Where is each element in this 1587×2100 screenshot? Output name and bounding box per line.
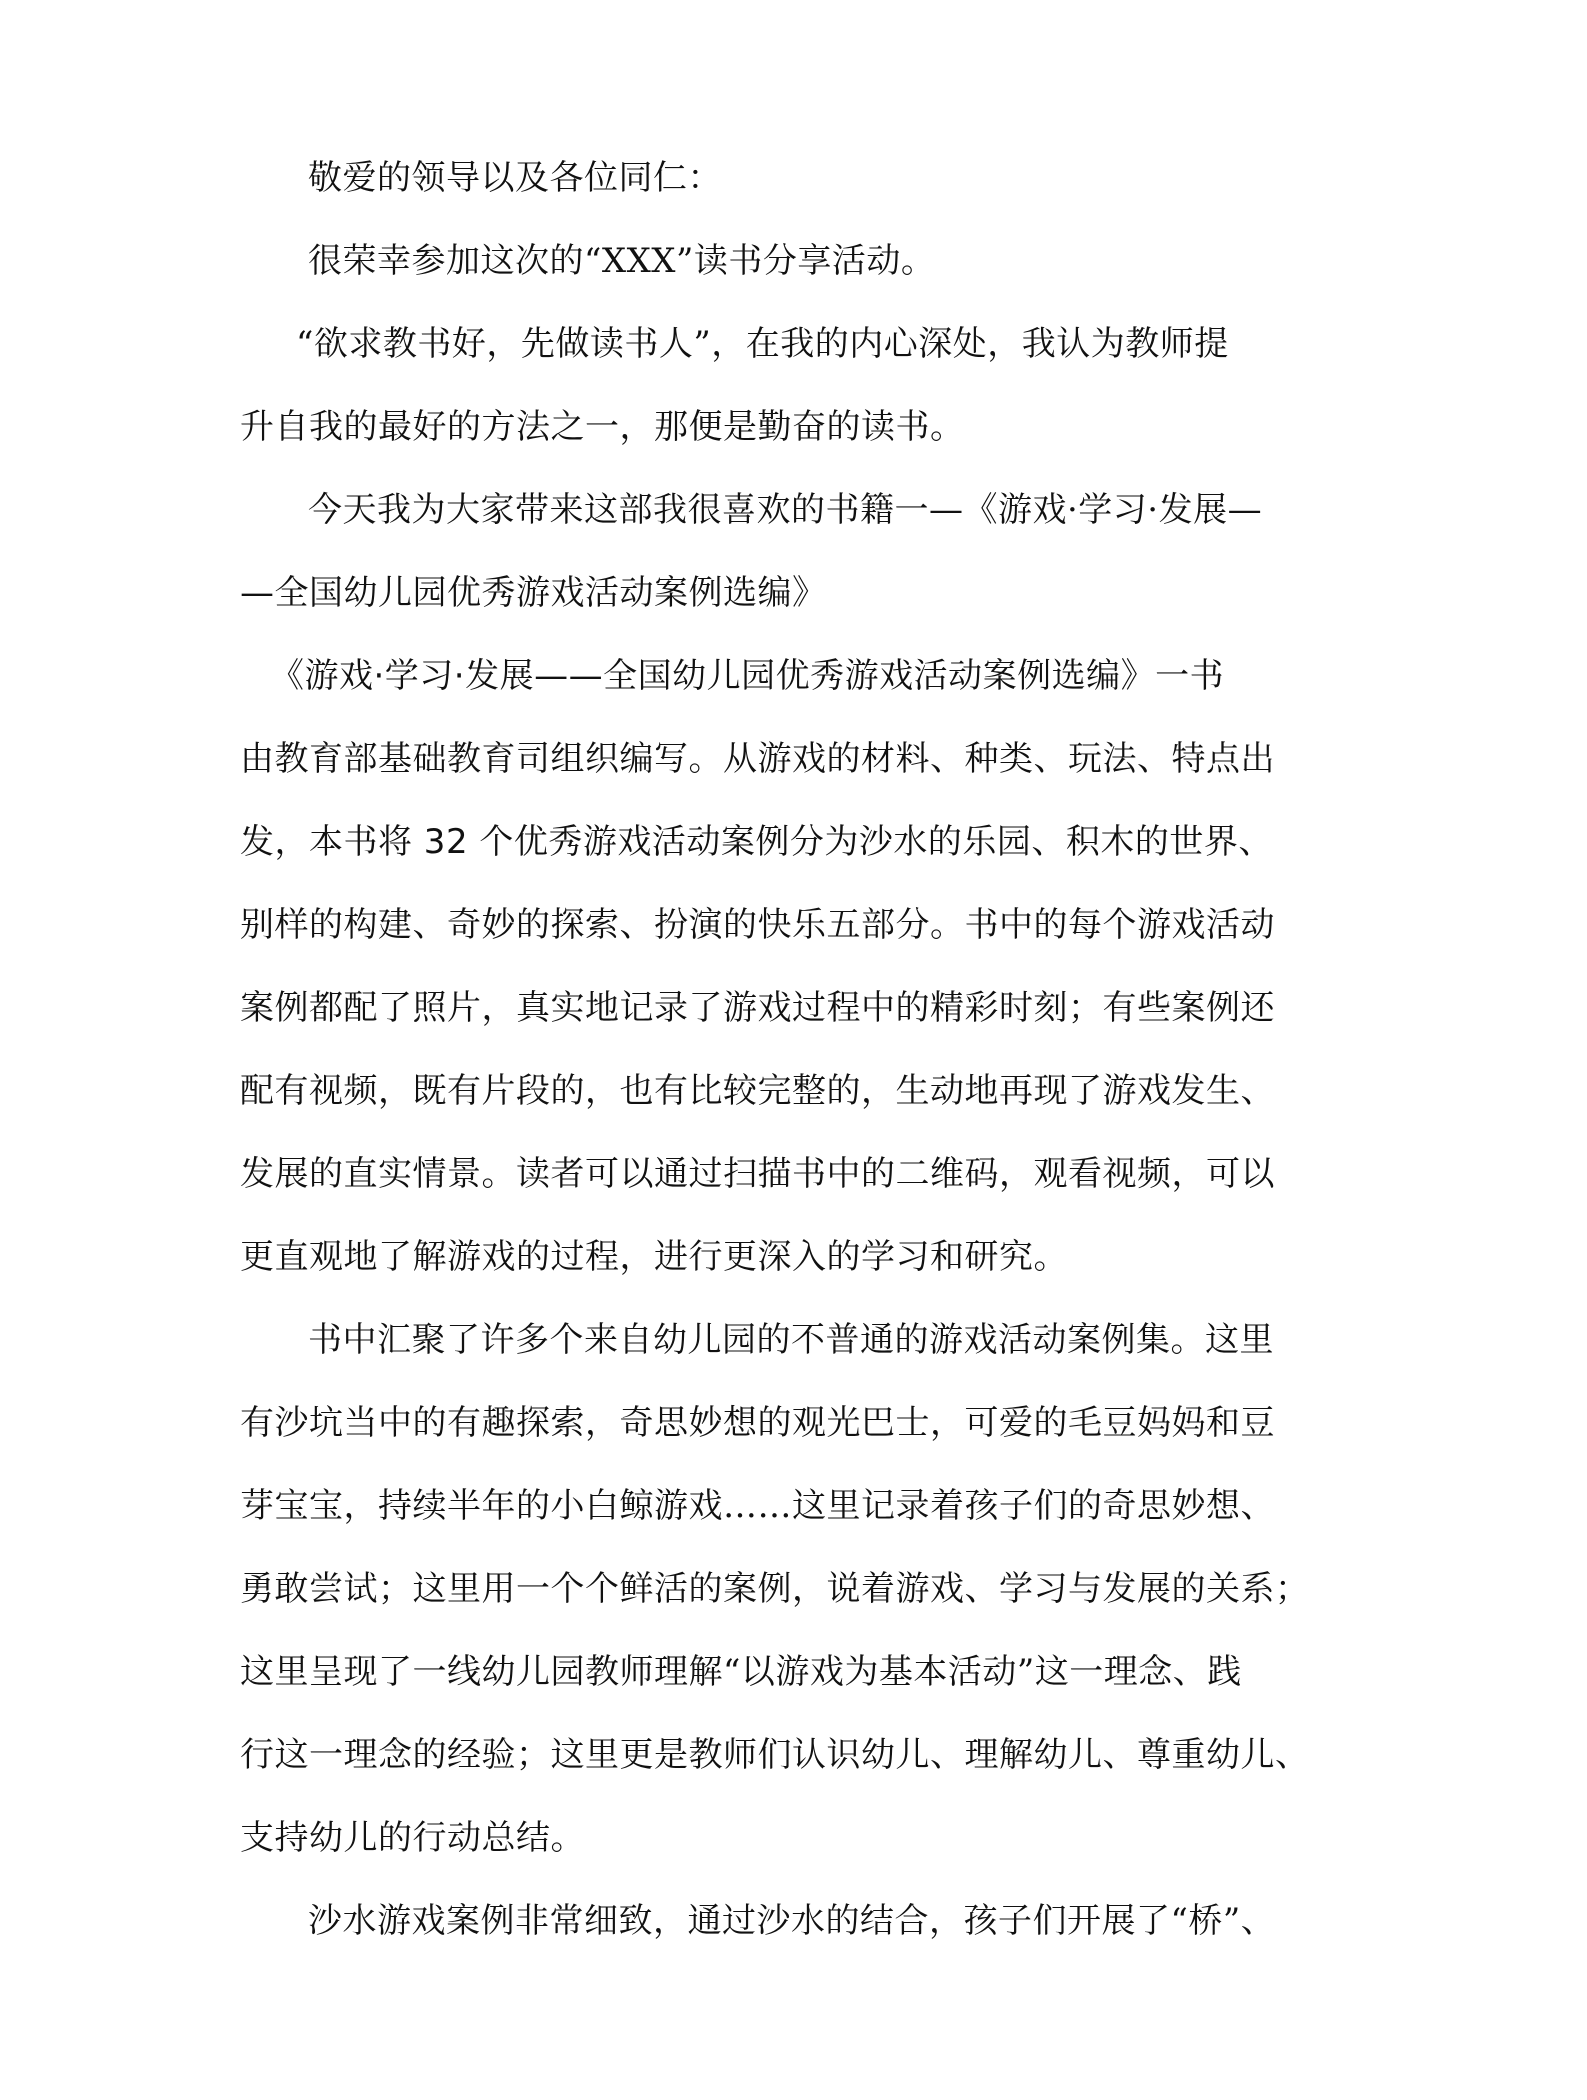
text-line: 今天我为大家带来这部我很喜欢的书籍一—《游戏·学习·发展— (308, 490, 1263, 530)
text-line: 勇敢尝试；这里用一个个鲜活的案例，说着游戏、学习与发展的关系； (240, 1569, 1310, 1609)
text-line: 案例都配了照片，真实地记录了游戏过程中的精彩时刻；有些案例还 (240, 988, 1275, 1028)
text-line: 很荣幸参加这次的“XXX”读书分享活动。 (308, 241, 936, 281)
text-line: 这里呈现了一线幼儿园教师理解“以游戏为基本活动”这一理念、践 (240, 1652, 1242, 1692)
text-line: “欲求教书好，先做读书人”，在我的内心深处，我认为教师提 (296, 324, 1229, 364)
text-line: 别样的构建、奇妙的探索、扮演的快乐五部分。书中的每个游戏活动 (240, 905, 1275, 945)
text-line: 有沙坑当中的有趣探索，奇思妙想的观光巴士，可爱的毛豆妈妈和豆 (240, 1403, 1275, 1443)
text-line: 更直观地了解游戏的过程，进行更深入的学习和研究。 (240, 1237, 1068, 1277)
text-line: 敬爱的领导以及各位同仁： (308, 158, 722, 198)
text-line: 芽宝宝，持续半年的小白鲸游戏……这里记录着孩子们的奇思妙想、 (240, 1486, 1275, 1526)
text-line: 由教育部基础教育司组织编写。从游戏的材料、种类、玩法、特点出 (240, 739, 1275, 779)
text-line: 升自我的最好的方法之一，那便是勤奋的读书。 (240, 407, 965, 447)
text-line: 书中汇聚了许多个来自幼儿园的不普通的游戏活动案例集。这里 (308, 1320, 1274, 1360)
text-line: 《游戏·学习·发展——全国幼儿园优秀游戏活动案例选编》一书 (270, 656, 1225, 696)
text-line: —全国幼儿园优秀游戏活动案例选编》 (240, 573, 827, 613)
text-line: 支持幼儿的行动总结。 (240, 1818, 585, 1858)
text-line: 发，本书将 32 个优秀游戏活动案例分为沙水的乐园、积木的世界、 (240, 822, 1273, 862)
text-line: 配有视频，既有片段的，也有比较完整的，生动地再现了游戏发生、 (240, 1071, 1275, 1111)
text-line: 行这一理念的经验；这里更是教师们认识幼儿、理解幼儿、尊重幼儿、 (240, 1735, 1310, 1775)
text-line: 沙水游戏案例非常细致，通过沙水的结合，孩子们开展了“桥”、 (308, 1901, 1276, 1941)
text-line: 发展的直实情景。读者可以通过扫描书中的二维码，观看视频，可以 (240, 1154, 1275, 1194)
